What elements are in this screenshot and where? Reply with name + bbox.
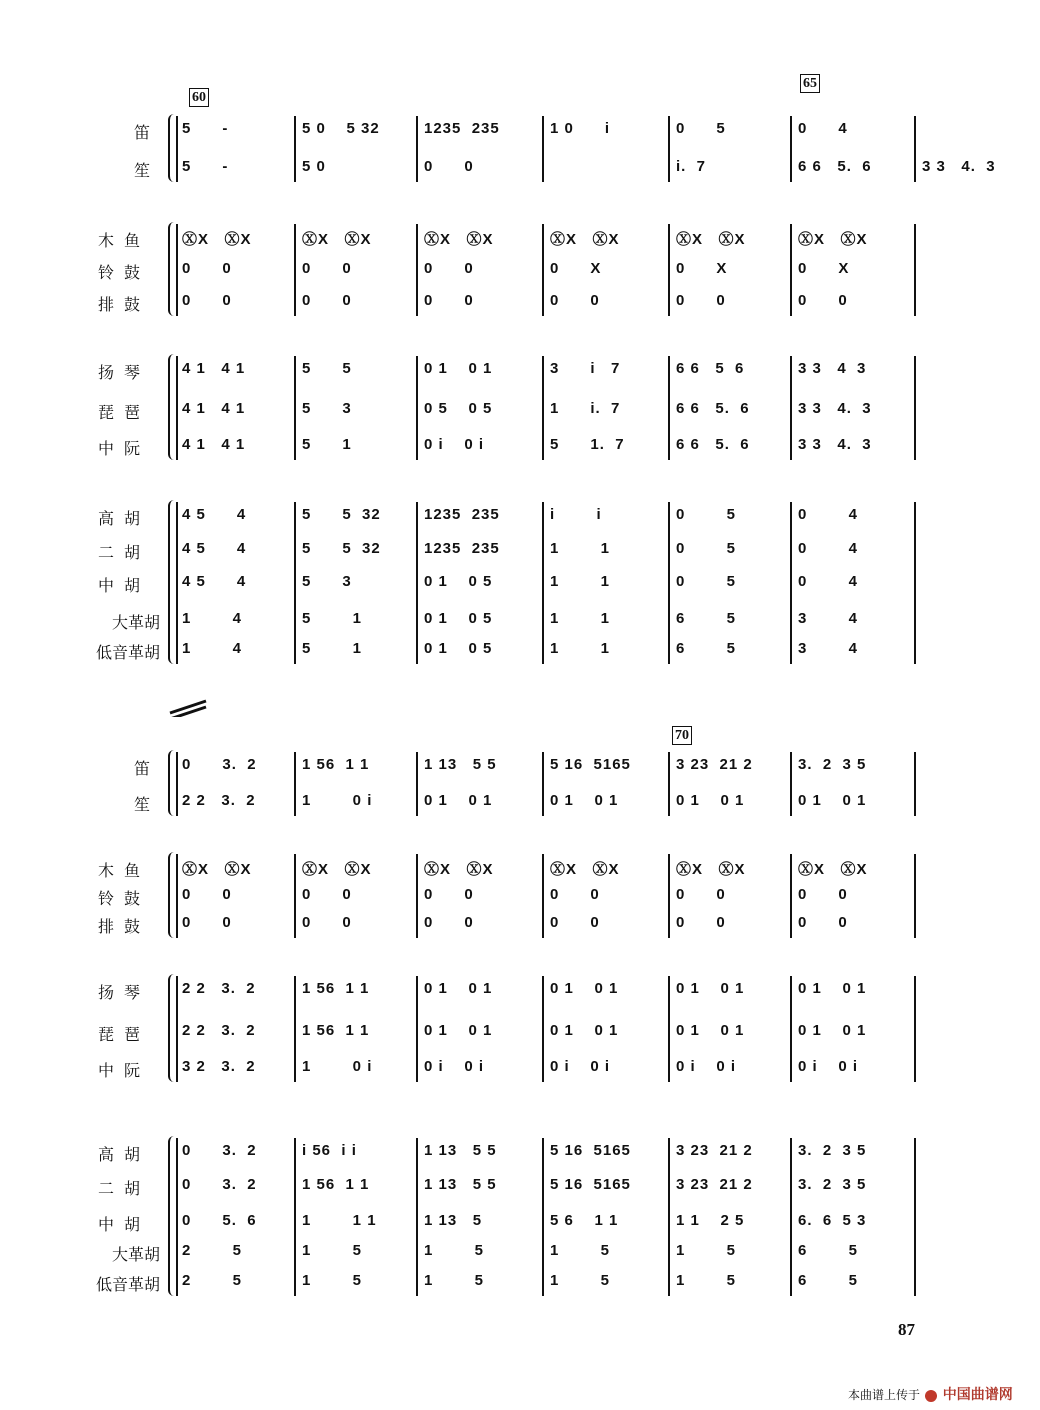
instrument-label: 低音革胡 (95, 1277, 160, 1294)
measure-notes: 0 0 (676, 886, 726, 903)
instrument-label: 铃鼓 (97, 265, 150, 282)
barline (914, 752, 916, 816)
measure-notes: 0 i 0 i (424, 1058, 485, 1075)
measure-notes: 1 13 5 (424, 1212, 483, 1229)
rehearsal-mark: 70 (672, 726, 692, 745)
measure-notes: ⓍX ⓍX (676, 231, 746, 248)
measure-notes: 0 1 0 1 (676, 1022, 745, 1039)
measure-notes: 5 - (182, 120, 229, 137)
measure-notes: 0 0 (182, 886, 232, 903)
page-number: 87 (898, 1320, 915, 1339)
measure-notes: 5 16 5165 (550, 1142, 631, 1159)
barline (668, 224, 670, 316)
instrument-label: 笙 (133, 163, 150, 180)
measure-notes: 3 i 7 (550, 360, 621, 377)
barline (294, 224, 296, 316)
measure-notes: 0 5 (676, 573, 737, 590)
measure-notes: 0 0 (182, 914, 232, 931)
measure-notes: ⓍX ⓍX (182, 231, 252, 248)
measure-notes: 0 X (550, 260, 602, 277)
measure-notes: 0 1 0 1 (424, 792, 493, 809)
measure-notes: 0 1 0 1 (676, 792, 745, 809)
measure-notes: 0 1 0 5 (424, 640, 493, 657)
barline (416, 224, 418, 316)
rehearsal-mark: 60 (189, 88, 209, 107)
instrument-label: 中阮 (97, 1063, 150, 1080)
instrument-label: 中阮 (97, 441, 150, 458)
barline (914, 976, 916, 1082)
measure-notes: 0 1 0 1 (798, 980, 867, 997)
measure-notes: 6 5 (676, 640, 737, 657)
footer-site: 中国曲谱网 (942, 1386, 1013, 1402)
measure-notes: 1 5 (550, 1242, 611, 1259)
measure-notes: 3 23 21 2 (676, 756, 753, 773)
instrument-label: 中胡 (97, 578, 150, 595)
measure-notes: 0 0 (182, 292, 232, 309)
measure-notes: 0 5 (676, 120, 726, 137)
barline (914, 854, 916, 938)
staff-bracket (168, 114, 176, 182)
instrument-label: 笛 (133, 761, 150, 778)
barline (294, 1138, 296, 1296)
measure-notes: 3 4 (798, 610, 859, 627)
measure-notes: i 56 i i (302, 1142, 357, 1159)
footer-caption (848, 1384, 1013, 1404)
measure-notes: ⓍX ⓍX (798, 231, 868, 248)
measure-notes: 0 0 (798, 886, 848, 903)
measure-notes: 1 1 (550, 640, 611, 657)
measure-notes: 0 0 (424, 886, 474, 903)
staff-bracket (168, 500, 176, 664)
instrument-label: 二胡 (97, 1181, 150, 1198)
measure-notes: 0 0 (302, 292, 352, 309)
measure-notes: 3 3 4. 3 (798, 436, 872, 453)
measure-notes: 1 5 (302, 1272, 363, 1289)
barline (542, 356, 544, 460)
measure-notes: 1 1 1 (302, 1212, 377, 1229)
measure-notes: 5 6 1 1 (550, 1212, 619, 1229)
barline (542, 752, 544, 816)
instrument-label: 排鼓 (97, 297, 150, 314)
measure-notes: 3 3 4. 3 (922, 158, 996, 175)
measure-notes: i i (550, 506, 602, 523)
measure-notes: 1 0 i (302, 792, 373, 809)
measure-notes: 0 4 (798, 120, 848, 137)
measure-notes: 1 13 5 5 (424, 1142, 497, 1159)
barline (668, 854, 670, 938)
measure-notes: 4 5 4 (182, 506, 247, 523)
measure-notes: 2 5 (182, 1242, 243, 1259)
instrument-label: 大革胡 (111, 615, 160, 632)
staff-bracket (168, 222, 176, 316)
instrument-label: 笙 (133, 797, 150, 814)
barline (542, 502, 544, 664)
measure-notes: 0 1 0 1 (676, 980, 745, 997)
barline (416, 976, 418, 1082)
barline (668, 502, 670, 664)
measure-notes: 0 0 (798, 292, 848, 309)
staff-bracket (168, 974, 176, 1082)
barline (790, 1138, 792, 1296)
measure-notes: 5 1 (302, 610, 363, 627)
measure-notes: 1 4 (182, 640, 243, 657)
barline (294, 116, 296, 182)
measure-notes: 4 1 4 1 (182, 360, 246, 377)
measure-notes: 1 0 i (550, 120, 611, 137)
measure-notes: 5 5 32 (302, 506, 381, 523)
measure-notes: 5 3 (302, 400, 352, 417)
measure-notes: 3. 2 3 5 (798, 1142, 867, 1159)
measure-notes: 6 5 (676, 610, 737, 627)
measure-notes: 0 0 (550, 292, 600, 309)
measure-notes: 0 0 (302, 914, 352, 931)
barline (176, 502, 178, 664)
measure-notes: 0 4 (798, 573, 859, 590)
barline (790, 356, 792, 460)
barline (294, 356, 296, 460)
measure-notes: 0 0 (182, 260, 232, 277)
measure-notes: ⓍX ⓍX (550, 231, 620, 248)
barline (668, 356, 670, 460)
staff-bracket (168, 852, 176, 938)
barline (416, 356, 418, 460)
measure-notes: 0 3. 2 (182, 1142, 257, 1159)
measure-notes: 5 5 32 (302, 540, 381, 557)
measure-notes: 0 0 (424, 158, 474, 175)
measure-notes: 2 2 3. 2 (182, 792, 256, 809)
measure-notes: 0 0 (302, 886, 352, 903)
system-separator-icon (168, 693, 208, 717)
barline (294, 502, 296, 664)
barline (416, 116, 418, 182)
instrument-label: 中胡 (97, 1217, 150, 1234)
measure-notes: ⓍX ⓍX (550, 861, 620, 878)
measure-notes: 3 23 21 2 (676, 1142, 753, 1159)
instrument-label: 木鱼 (97, 863, 150, 880)
measure-notes: 0 5. 6 (182, 1212, 257, 1229)
measure-notes: 0 0 (676, 914, 726, 931)
measure-notes: 1 5 (424, 1242, 485, 1259)
measure-notes: 6 6 5. 6 (798, 158, 872, 175)
measure-notes: 0 0 (550, 914, 600, 931)
measure-notes: 0 3. 2 (182, 756, 257, 773)
barline (914, 1138, 916, 1296)
barline (416, 854, 418, 938)
measure-notes: 1 56 1 1 (302, 1176, 370, 1193)
barline (542, 854, 544, 938)
measure-notes: 4 1 4 1 (182, 400, 246, 417)
measure-notes: 1 5 (676, 1242, 737, 1259)
barline (294, 976, 296, 1082)
measure-notes: 0 0 (550, 886, 600, 903)
barline (176, 976, 178, 1082)
measure-notes: 0 3. 2 (182, 1176, 257, 1193)
measure-notes: 0 1 0 5 (424, 573, 493, 590)
barline (176, 854, 178, 938)
measure-notes: 0 1 0 1 (798, 792, 867, 809)
measure-notes: 0 5 (676, 540, 737, 557)
instrument-label: 高胡 (97, 1147, 150, 1164)
measure-notes: 1 4 (182, 610, 243, 627)
measure-notes: 5 1 (302, 640, 363, 657)
instrument-label: 扬琴 (97, 985, 150, 1002)
instrument-label: 二胡 (97, 545, 150, 562)
measure-notes: 1 56 1 1 (302, 1022, 370, 1039)
rehearsal-mark: 65 (800, 74, 820, 93)
measure-notes: 3. 2 3 5 (798, 756, 867, 773)
measure-notes: 5 3 (302, 573, 352, 590)
measure-notes: 1235 235 (424, 506, 500, 523)
barline (542, 224, 544, 316)
measure-notes: 0 0 (424, 914, 474, 931)
instrument-label: 扬琴 (97, 365, 150, 382)
measure-notes: 0 i 0 i (798, 1058, 859, 1075)
measure-notes: 1 13 5 5 (424, 1176, 497, 1193)
barline (542, 116, 544, 182)
measure-notes: 1235 235 (424, 120, 500, 137)
barline (790, 224, 792, 316)
measure-notes: 2 2 3. 2 (182, 1022, 256, 1039)
measure-notes: 1 56 1 1 (302, 980, 370, 997)
measure-notes: 0 1 0 1 (550, 1022, 619, 1039)
footer-logo-icon (925, 1390, 937, 1402)
measure-notes: 6 5 (798, 1242, 859, 1259)
staff-bracket (168, 750, 176, 816)
barline (176, 356, 178, 460)
measure-notes: 6. 6 5 3 (798, 1212, 867, 1229)
barline (294, 854, 296, 938)
measure-notes: 5 5 (302, 360, 352, 377)
measure-notes: 4 5 4 (182, 573, 247, 590)
measure-notes: 0 X (676, 260, 728, 277)
staff-bracket (168, 354, 176, 460)
measure-notes: ⓍX ⓍX (302, 861, 372, 878)
measure-notes: 1 13 5 5 (424, 756, 497, 773)
measure-notes: 1 5 (676, 1272, 737, 1289)
barline (176, 224, 178, 316)
measure-notes: 0 1 0 1 (424, 360, 493, 377)
barline (176, 116, 178, 182)
instrument-label: 低音革胡 (95, 645, 160, 662)
measure-notes: 6 6 5. 6 (676, 400, 750, 417)
measure-notes: 3 2 3. 2 (182, 1058, 256, 1075)
barline (416, 752, 418, 816)
barline (790, 502, 792, 664)
measure-notes: 0 1 0 5 (424, 610, 493, 627)
instrument-label: 铃鼓 (97, 891, 150, 908)
measure-notes: ⓍX ⓍX (182, 861, 252, 878)
instrument-label: 排鼓 (97, 919, 150, 936)
measure-notes: 3 4 (798, 640, 859, 657)
barline (668, 116, 670, 182)
measure-notes: 5 0 5 32 (302, 120, 380, 137)
barline (176, 1138, 178, 1296)
measure-notes: 3. 2 3 5 (798, 1176, 867, 1193)
footer-text: 本曲谱上传于 (848, 1388, 921, 1402)
measure-notes: 4 5 4 (182, 540, 247, 557)
measure-notes: 1 5 (302, 1242, 363, 1259)
barline (542, 976, 544, 1082)
barline (790, 752, 792, 816)
measure-notes: 1 56 1 1 (302, 756, 370, 773)
barline (790, 116, 792, 182)
measure-notes: i. 7 (676, 158, 707, 175)
barline (914, 356, 916, 460)
measure-notes: 3 23 21 2 (676, 1176, 753, 1193)
measure-notes: 0 i 0 i (676, 1058, 737, 1075)
instrument-label: 笛 (133, 125, 150, 142)
measure-notes: 0 0 (424, 292, 474, 309)
barline (294, 752, 296, 816)
measure-notes: 2 2 3. 2 (182, 980, 256, 997)
barline (176, 752, 178, 816)
measure-notes: 0 1 0 1 (424, 1022, 493, 1039)
measure-notes: 1 i. 7 (550, 400, 621, 417)
measure-notes: ⓍX ⓍX (424, 861, 494, 878)
instrument-label: 琵琶 (97, 405, 150, 422)
measure-notes: 0 0 (676, 292, 726, 309)
barline (416, 1138, 418, 1296)
measure-notes: 5 1. 7 (550, 436, 625, 453)
measure-notes: 5 16 5165 (550, 1176, 631, 1193)
measure-notes: 3 3 4 3 (798, 360, 867, 377)
measure-notes: 0 0 (302, 260, 352, 277)
measure-notes: ⓍX ⓍX (424, 231, 494, 248)
measure-notes: ⓍX ⓍX (676, 861, 746, 878)
measure-notes: 0 0 (798, 914, 848, 931)
barline (914, 224, 916, 316)
measure-notes: 0 1 0 1 (798, 1022, 867, 1039)
measure-notes: 3 3 4. 3 (798, 400, 872, 417)
instrument-label: 大革胡 (111, 1247, 160, 1264)
measure-notes: 1 1 2 5 (676, 1212, 745, 1229)
measure-notes: 4 1 4 1 (182, 436, 246, 453)
measure-notes: 1 1 (550, 540, 611, 557)
instrument-label: 木鱼 (97, 233, 150, 250)
measure-notes: 0 1 0 1 (550, 980, 619, 997)
measure-notes: 0 5 (676, 506, 737, 523)
measure-notes: 6 6 5 6 (676, 360, 745, 377)
measure-notes: 1 5 (424, 1272, 485, 1289)
measure-notes: 0 4 (798, 506, 859, 523)
measure-notes: 5 - (182, 158, 229, 175)
measure-notes: 5 0 (302, 158, 326, 175)
measure-notes: 6 6 5. 6 (676, 436, 750, 453)
instrument-label: 高胡 (97, 511, 150, 528)
barline (790, 976, 792, 1082)
measure-notes: 2 5 (182, 1272, 243, 1289)
staff-bracket (168, 1136, 176, 1296)
barline (914, 502, 916, 664)
measure-notes: 0 1 0 1 (424, 980, 493, 997)
measure-notes: 0 5 0 5 (424, 400, 493, 417)
measure-notes: 0 0 (424, 260, 474, 277)
barline (416, 502, 418, 664)
barline (668, 976, 670, 1082)
measure-notes: 1 5 (550, 1272, 611, 1289)
barline (668, 752, 670, 816)
measure-notes: 0 1 0 1 (550, 792, 619, 809)
barline (542, 1138, 544, 1296)
measure-notes: 0 4 (798, 540, 859, 557)
measure-notes: 1 0 i (302, 1058, 373, 1075)
measure-notes: 6 5 (798, 1272, 859, 1289)
measure-notes: 1 1 (550, 610, 611, 627)
measure-notes: 0 i 0 i (424, 436, 485, 453)
measure-notes: 0 X (798, 260, 850, 277)
measure-notes: 5 1 (302, 436, 352, 453)
instrument-label: 琵琶 (97, 1027, 150, 1044)
barline (914, 116, 916, 182)
measure-notes: 0 i 0 i (550, 1058, 611, 1075)
measure-notes: 1 1 (550, 573, 611, 590)
barline (790, 854, 792, 938)
barline (668, 1138, 670, 1296)
measure-notes: ⓍX ⓍX (302, 231, 372, 248)
measure-notes: 5 16 5165 (550, 756, 631, 773)
measure-notes: 1235 235 (424, 540, 500, 557)
measure-notes: ⓍX ⓍX (798, 861, 868, 878)
